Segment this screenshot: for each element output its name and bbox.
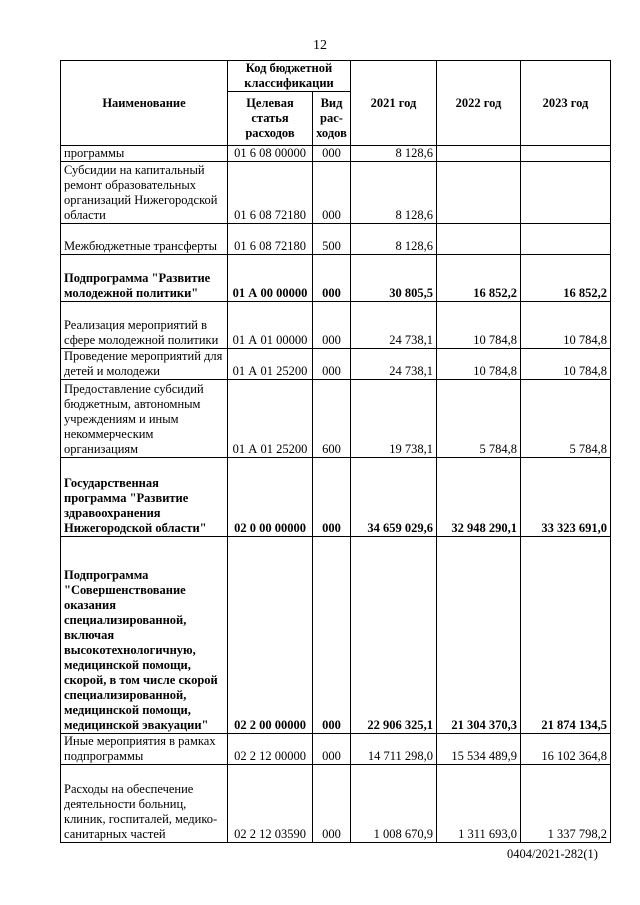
row-2023: 1 337 798,2 [521, 765, 611, 843]
row-name: Государственная программа "Развитие здравоохранения Нижегородской области" [61, 458, 228, 537]
row-2021: 22 906 325,1 [351, 537, 437, 734]
row-name: Реализация мероприятий в сфере молодежной политики [61, 302, 228, 349]
row-code: 01 А 00 00000 [228, 255, 313, 302]
row-2023 [521, 162, 611, 224]
budget-table [60, 60, 611, 843]
row-name: Расходы на обеспечение деятельности больниц, клиник, госпиталей, медико-санитарных частей [61, 765, 228, 843]
row-vid: 500 [313, 224, 351, 255]
table-row [61, 380, 611, 458]
row-code: 01 А 01 25200 [228, 349, 313, 380]
row-code: 02 2 00 00000 [228, 537, 313, 734]
header-2021: 2021 год [351, 61, 437, 146]
row-2021: 14 711 298,0 [351, 734, 437, 765]
row-vid: 000 [313, 537, 351, 734]
table-row [61, 458, 611, 537]
header-2023: 2023 год [521, 61, 611, 146]
row-code: 01 6 08 00000 [228, 146, 313, 162]
table-row [61, 255, 611, 302]
table-row [61, 734, 611, 765]
row-2022: 1 311 693,0 [437, 765, 521, 843]
row-name: Иные мероприятия в рамках подпрограммы [61, 734, 228, 765]
row-vid: 600 [313, 380, 351, 458]
row-vid: 000 [313, 146, 351, 162]
row-code: 01 6 08 72180 [228, 224, 313, 255]
row-2023: 16 102 364,8 [521, 734, 611, 765]
row-2023 [521, 146, 611, 162]
row-name: Предоставление субсидий бюджетным, автономным учреждениям и иным некоммерческим организациям [61, 380, 228, 458]
row-vid: 000 [313, 349, 351, 380]
row-2022: 10 784,8 [437, 302, 521, 349]
table-row [61, 302, 611, 349]
header-target: Целевая статья расходов [228, 92, 313, 146]
row-vid: 000 [313, 458, 351, 537]
row-2021: 24 738,1 [351, 349, 437, 380]
header-2022: 2022 год [437, 61, 521, 146]
row-2022 [437, 162, 521, 224]
table-row [61, 162, 611, 224]
table-row [61, 224, 611, 255]
row-2023: 33 323 691,0 [521, 458, 611, 537]
row-code: 02 2 12 03590 [228, 765, 313, 843]
row-2022: 21 304 370,3 [437, 537, 521, 734]
row-name: Подпрограмма "Развитие молодежной политики" [61, 255, 228, 302]
row-2023: 10 784,8 [521, 302, 611, 349]
row-2021: 34 659 029,6 [351, 458, 437, 537]
row-code: 01 А 01 00000 [228, 302, 313, 349]
row-name: Проведение мероприятий для детей и молодежи [61, 349, 228, 380]
row-code: 01 6 08 72180 [228, 162, 313, 224]
row-2022: 15 534 489,9 [437, 734, 521, 765]
row-code: 02 2 12 00000 [228, 734, 313, 765]
table-row [61, 146, 611, 162]
row-2022 [437, 146, 521, 162]
row-2021: 19 738,1 [351, 380, 437, 458]
row-vid: 000 [313, 162, 351, 224]
table-row [61, 537, 611, 734]
row-2021: 8 128,6 [351, 224, 437, 255]
row-2021: 8 128,6 [351, 162, 437, 224]
document-code: 0404/2021-282(1) [507, 847, 598, 861]
row-name: Субсидии на капитальный ремонт образовательных организаций Нижегородской области [61, 162, 228, 224]
row-2023: 10 784,8 [521, 349, 611, 380]
row-2023: 16 852,2 [521, 255, 611, 302]
row-name: Подпрограмма "Совершенствование оказания специализированной, включая высокотехнологичную, медицинской помощи, скорой, в том числе скорой специализированной, медицинской помощи, медицинской эвакуации" [61, 537, 228, 734]
row-2021: 1 008 670,9 [351, 765, 437, 843]
row-name: Межбюджетные трансферты [61, 224, 228, 255]
row-2023: 21 874 134,5 [521, 537, 611, 734]
row-2022: 16 852,2 [437, 255, 521, 302]
row-vid: 000 [313, 765, 351, 843]
row-code: 01 А 01 25200 [228, 380, 313, 458]
page-number: 12 [313, 38, 327, 53]
header-name: Наименование [61, 61, 228, 146]
row-vid: 000 [313, 734, 351, 765]
header-vid: Вид рас-ходов [313, 92, 351, 146]
row-2023: 5 784,8 [521, 380, 611, 458]
row-code: 02 0 00 00000 [228, 458, 313, 537]
row-2022: 5 784,8 [437, 380, 521, 458]
table-row [61, 349, 611, 380]
row-name: программы [61, 146, 228, 162]
row-2022 [437, 224, 521, 255]
row-2021: 8 128,6 [351, 146, 437, 162]
row-2021: 24 738,1 [351, 302, 437, 349]
row-2023 [521, 224, 611, 255]
header-kbk: Код бюджетной классификации [228, 61, 351, 92]
row-vid: 000 [313, 255, 351, 302]
row-2021: 30 805,5 [351, 255, 437, 302]
row-2022: 10 784,8 [437, 349, 521, 380]
table-row [61, 765, 611, 843]
row-2022: 32 948 290,1 [437, 458, 521, 537]
row-vid: 000 [313, 302, 351, 349]
